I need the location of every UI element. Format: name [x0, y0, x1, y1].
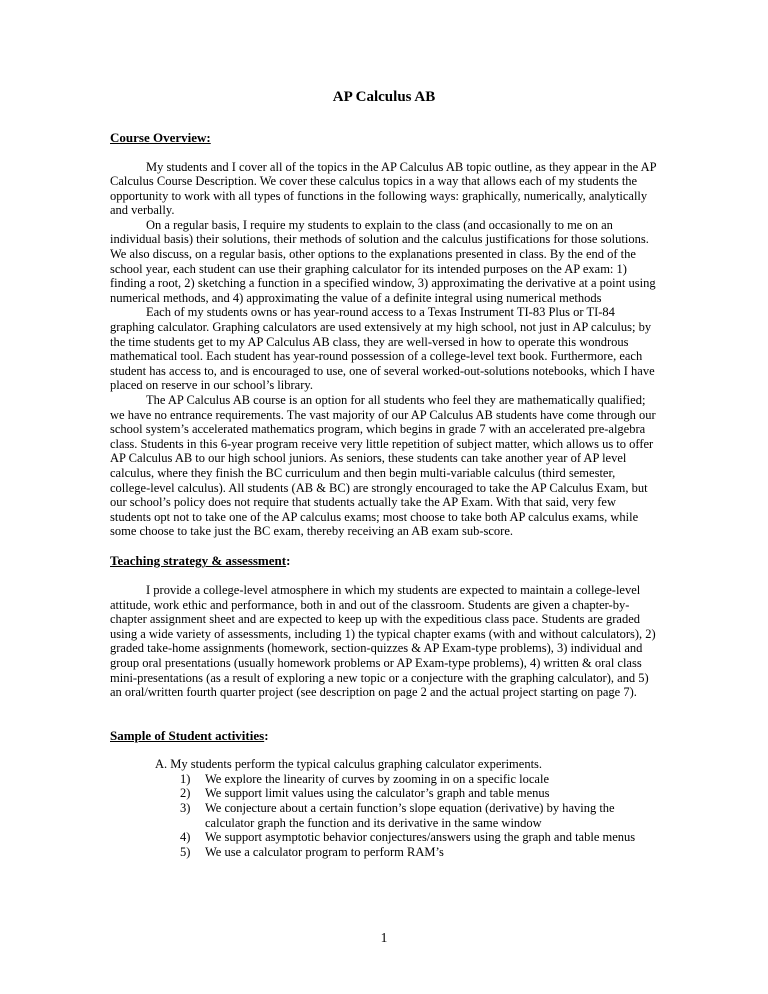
heading-text: Course Overview:	[110, 130, 211, 145]
page-number: 1	[380, 930, 388, 945]
section-sample-activities	[110, 728, 658, 860]
list-item	[180, 830, 658, 845]
list-item-text: We support asymptotic behavior conjectures/answers using the graph and table menus	[205, 830, 636, 845]
list-item-number: 1)	[180, 771, 191, 786]
list-item-text: We explore the linearity of curves by zooming in on a specific locale	[205, 771, 550, 786]
list-item-text: We support limit values using the calculator’s graph and table menus	[205, 786, 550, 801]
document-title: AP Calculus AB	[332, 89, 436, 105]
list-item-number: 3)	[180, 800, 191, 815]
section-heading-sample-activities	[110, 728, 658, 743]
list-item	[180, 772, 658, 787]
paragraph: I provide a college-level atmosphere in which my students are expected to maintain a college-level attitude, work ethic and performance, both in and out of the classroom. Students are given a chapter-by-chapter assignment sheet and are expected to keep up with the expeditious class pace. Students are graded using a wide variety of assessments, including 1) the typical chapter exams (with and without calculators), 2) graded take-home assignments (homework, section-quizzes & AP Exam-type problems), 3) individual and group oral presentations (usually homework problems or AP Exam-type problems), 4) written & oral class mini-presentations (as a result of exploring a new topic or a conjecture with the graphing calculator), and 5) an oral/written fourth quarter project (see description on page 2 and the actual project starting on page 7).	[110, 582, 656, 700]
list-item	[180, 801, 658, 830]
paragraph: Each of my students owns or has year-round access to a Texas Instrument TI-83 Plus or TI-84 graphing calculator. Graphing calculators are used extensively at my high school, not just in AP calculus; by the time students get to my AP Calculus AB class, they are well-versed in how to operate this wondrous mathematical tool. Each student has year-round possession of a college-level text book. Furthermore, each student has access to, and is encouraged to use, one of several worked-out-solutions notebooks, which I have placed on reserve in our school’s library.	[110, 305, 655, 393]
paragraph: My students and I cover all of the topics in the AP Calculus AB topic outline, as they appear in the AP Calculus Course Description. We cover these calculus topics in a way that allows each of my students the opportunity to work with all types of functions in the following ways: graphically, numerically, analytically and verbally.	[110, 159, 657, 218]
heading-colon: :	[264, 727, 269, 743]
heading-colon: :	[286, 553, 291, 569]
list-item-number: 5)	[180, 844, 191, 859]
list-item-text: We conjecture about a certain function’s slope equation (derivative) by having the calculator graph the function and its derivative in the same window	[205, 800, 615, 830]
paragraph: The AP Calculus AB course is an option for all students who feel they are mathematically qualified; we have no entrance requirements. The vast majority of our AP Calculus AB students have come through our school system’s accelerated mathematics program, which begins in grade 7 with an accelerated pre-algebra class. Students in this 6-year program receive very little repetition of subject matter, which allows us to offer AP Calculus AB to our high school juniors. As seniors, these students can take another year of AP level calculus, where they finish the BC curriculum and then begin multi-variable calculus (third semester, college-level calculus). All students (AB & BC) are strongly encouraged to take the AP Calculus Exam, but our school’s policy does not require that students actually take the AP Exam. With that said, very few students opt not to take one of the AP calculus exams; most choose to take both AP calculus exams, while some choose to take just the BC exam, thereby receiving an AB exam sub-score.	[110, 393, 656, 539]
list-item	[180, 786, 658, 801]
activities-list-intro: A. My students perform the typical calculus graphing calculator experiments.	[155, 757, 543, 772]
list-item-number: 2)	[180, 786, 191, 801]
section-heading-teaching-strategy	[110, 553, 658, 568]
section-heading-course-overview	[110, 130, 658, 145]
list-item-number: 4)	[180, 830, 191, 845]
list-item	[180, 845, 658, 860]
section-teaching-strategy	[110, 553, 658, 699]
activities-list	[180, 772, 658, 860]
heading-text: Teaching strategy & assessment	[110, 553, 287, 569]
section-course-overview	[110, 130, 658, 539]
heading-text: Sample of Student activities	[110, 727, 265, 743]
list-item-text: We use a calculator program to perform RAM’s	[205, 844, 444, 859]
paragraph: On a regular basis, I require my students to explain to the class (and occasionally to me on an individual basis) their solutions, their methods of solution and the calculus justifications for those solutions. We also discuss, on a regular basis, other options to the explanations presented in class. By the end of the school year, each student can use their graphing calculator for its intended purposes on the AP exam: 1) finding a root, 2) sketching a function in a specified window, 3) approximating the derivative at a point using numerical methods, and 4) approximating the value of a definite integral using numerical methods	[110, 217, 656, 305]
